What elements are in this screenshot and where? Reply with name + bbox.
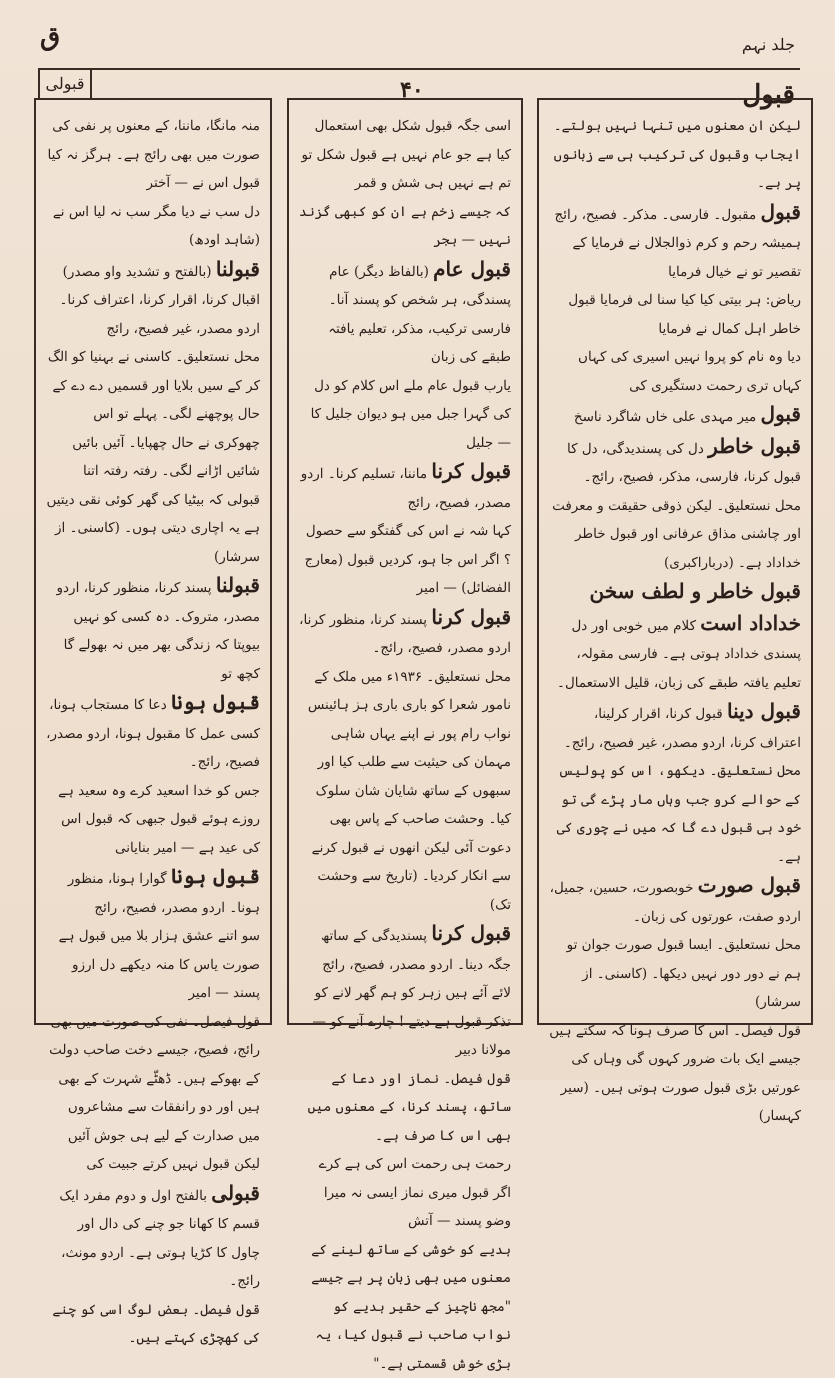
entry-text: کہا شہ نے اس کی گفتگو سے حصول ؟ اگر اس جا ہو، کردیں قبول (معارج الفضائل) — امیر: [305, 523, 511, 596]
entry-paragraph: [549, 871, 801, 931]
entry-paragraph: [549, 697, 801, 757]
header-left-word: قبولی: [38, 68, 92, 100]
entry-text: محل نستعلیق۔ ایسا قبول صورت جوان تو ہم نے دور دور نہیں دیکھا۔ (کاسنی۔ از سرشار): [567, 937, 801, 1010]
entry-paragraph: [299, 255, 511, 372]
entry-headword: قبول خاطر و لطف سخن خداداد است: [590, 579, 801, 635]
entry-text: محل نستعلیق۔ ۱۹۳۶ء میں ملک کے نامور شعرا کو باری باری ہز ہائینس نواب رام پور نے اپنے یہاں شاہی مہمان کی حیثیت سے طلب کیا اور سبھوں کے ساتھ شایان شان سلوک کیا۔ وحشت صاحب کے پاس بھی دعوت آئی لیکن انھوں نے قبول کرنے سے انکار کردیا۔ (تاریخ سے وحشت تک): [308, 669, 511, 913]
entry-paragraph: [46, 112, 260, 198]
entry-paragraph: [549, 198, 801, 230]
entry-text: محل نستعلیق۔ کاسنی نے بہنیا کو الگ کر کے سیں بلایا اور قسمیں دے دے کے حال پوچھنے لگی۔ پہلے تو اس چھوکری نے حال چھپایا۔ آئیں بائیں شائیں اڑانے لگی۔ رفتہ رفتہ اتنا قبولی کہ بیٹیا کی گھر کوئی نقی دیتیں ہے یہ اچاری دیتی ہوں۔ (کاسنی۔ از سرشار): [46, 349, 260, 565]
entry-paragraph: [549, 229, 801, 286]
entry-paragraph: [299, 979, 511, 1065]
entry-headword: قبولنا: [216, 257, 260, 281]
entry-paragraph: [549, 492, 801, 578]
entry-paragraph: [549, 112, 801, 198]
entry-paragraph: [46, 198, 260, 255]
entry-paragraph: [46, 1008, 260, 1179]
header-rule: [40, 68, 800, 70]
entry-paragraph: [46, 688, 260, 777]
entry-paragraph: [299, 663, 511, 920]
entry-headword: قبولی: [211, 1181, 260, 1205]
entry-headword: قبول دینا: [727, 699, 801, 723]
entry-text: ہدیے کو خوشی کے ساتھ لینے کے معنوں میں بھی زبان پر ہے جیسے "مجھ ناچیز کے حقیر ہدیے کو نواب صاحب نے قبول کیا، یہ بڑی خوش قسمتی ہے۔": [311, 1242, 511, 1372]
entry-paragraph: [549, 343, 801, 400]
entry-paragraph: [299, 457, 511, 517]
entry-text: پسند کرنا، منظور کرنا، اردو مصدر، فصیح، رائج۔: [299, 612, 511, 657]
entry-text: پسند کرنا، منظور کرنا، اردو مصدر، متروک۔ دہ کسی کو نہیں بیوپتا کہ زندگی بھر میں نہ بھولے گا کچھ تو: [57, 580, 260, 682]
header-title: جلد نہم: [742, 35, 795, 54]
entry-text: کلام میں خوبی اور دل پسندی خداداد ہوتی ہے۔ فارسی مقولہ، تعلیم یافتہ طبقے کی زبان، قلیل الاستعمال۔: [557, 618, 801, 691]
entry-text: دیا وہ نام کو پروا نہیں اسیری کی کہاں کہاں تری رحمت دستگیری کی: [578, 349, 801, 394]
header-letter: ق: [40, 22, 60, 52]
entry-paragraph: [549, 1017, 801, 1131]
entry-text: قول فیصل۔ بعض لوگ اسی کو چنے کی کھچڑی کہتے ہیں۔: [52, 1302, 260, 1347]
entry-headword: قبولنا: [216, 573, 260, 597]
entry-text: محل نستعلیق۔ دیکھو، اس کو پولیس کے حوالے کرو جب وہاں مار پڑے گی تو خود ہی قبول دے گا کہ میں نے چوری کی ہے۔: [557, 763, 801, 865]
entry-paragraph: [46, 1179, 260, 1296]
entry-text: منہ مانگا، ماننا، کے معنوں پر نفی کی صورت میں بھی رائج ہے۔ ہرگز نہ کیا قبول اس نے — آختر: [47, 118, 260, 191]
entry-paragraph: [549, 577, 801, 697]
entry-paragraph: [46, 862, 260, 922]
entry-text: دل سب نے دیا مگر سب نہ لیا اس نے (شاہد اودھ): [53, 204, 260, 249]
entry-text: گوارا ہونا، منظور ہونا۔ اردو مصدر، فصیح، رائج: [68, 871, 260, 916]
entry-headword: قبول صورت: [698, 873, 801, 897]
entry-text: میر مہدی علی خاں شاگرد ناسخ: [574, 409, 756, 425]
entry-text: ریاض: ہر بیتی کیا کیا سنا لی فرمایا قبول خاطر اہل کمال نے فرمایا: [568, 292, 801, 337]
entry-paragraph: [299, 372, 511, 458]
entry-text: قبول کرنا، اقرار کرلینا، اعتراف کرنا، اردو مصدر، غیر فصیح، رائج۔: [564, 706, 801, 751]
entry-paragraph: [299, 603, 511, 663]
entry-paragraph: [46, 777, 260, 863]
entry-paragraph: [46, 922, 260, 1008]
entry-text: دعا کا مستجاب ہونا، کسی عمل کا مقبول ہونا، اردو مصدر، فصیح، رائج۔: [46, 697, 260, 770]
entry-text: محل نستعلیق۔ لیکن ذوقی حقیقت و معرفت اور چاشنی مذاق عرفانی اور قبول خاطر خداداد ہے۔ (درباراکبری): [552, 498, 801, 571]
entry-text: (بالفاظ دیگر) عام پسندگی، ہر شخص کو پسند آنا۔ فارسی ترکیب، مذکر، تعلیم یافتہ طبقے کی زبان: [328, 264, 511, 366]
entry-paragraph: [46, 571, 260, 688]
entry-paragraph: [299, 517, 511, 603]
entry-text: ہمیشہ رحم و کرم ذوالجلال نے فرمایا کے تقصیر تو نے خیال فرمایا: [573, 235, 801, 280]
entry-paragraph: [549, 757, 801, 871]
entry-text: (بالفتح و تشدید واو مصدر) اقبال کرنا، اقرار کرنا، اعتراف کرنا۔ اردو مصدر، غیر فصیح، رائج: [59, 264, 260, 337]
entry-headword: قبول کرنا: [431, 921, 511, 945]
entry-paragraph: [46, 1296, 260, 1353]
entry-text: قول فیصل۔ نماز اور دعا کے ساتھ، پسند کرنا، کے معنوں میں بھی اس کا صرف ہے۔: [308, 1071, 511, 1144]
entry-paragraph: [299, 919, 511, 979]
entry-text: خوبصورت، حسین، جمیل، اردو صفت، عورتوں کی زبان۔: [550, 880, 801, 925]
entry-text: دل کی پسندیدگی، دل کا قبول کرنا، فارسی، مذکر، فصیح، رائج۔: [567, 441, 801, 486]
entry-text: رحمت ہی رحمت اس کی ہے کرے اگر قبول میری نماز ایسی نہ میرا وضو پسند — آتش: [319, 1156, 511, 1229]
entry-text: کہ جیسے زخم ہے ان کو کبھی گزند نہیں — ہجر: [299, 204, 511, 249]
entry-headword: قبول کرنا: [431, 605, 511, 629]
entry-text: یارب قبول عام ملے اس کلام کو دل کی گہرا جبل میں ہو دیوان جلیل کا — جلیل: [311, 378, 511, 451]
entry-headword: قبول کرنا: [431, 459, 511, 483]
header-right-word: قبول: [742, 80, 795, 110]
entry-paragraph: [549, 931, 801, 1017]
entry-paragraph: [549, 400, 801, 432]
entry-paragraph: [299, 112, 511, 198]
entry-text: جس کو خدا اسعید کرے وہ سعید ہے روزے ہوئے قبول جبھی کہ قبول اس کی عید ہے — امیر بنایانی: [58, 783, 260, 856]
page-number: ۴۰: [400, 77, 424, 103]
entry-paragraph: [46, 255, 260, 344]
entry-headword: قبول ہونا: [171, 690, 260, 714]
entry-text: ماننا، تسلیم کرنا۔ اردو مصدر، فصیح، رائج: [301, 466, 511, 511]
entry-headword: قبول: [761, 402, 801, 426]
entry-paragraph: [549, 432, 801, 492]
entry-headword: قبول خاطر: [708, 434, 801, 458]
entry-text: سو اتنے عشق ہزار بلا میں قبول ہے صورت یاس کا منہ دیکھے دل ارزو پسند — امیر: [59, 928, 260, 1001]
entry-headword: قبول ہونا: [171, 864, 260, 888]
entry-paragraph: [549, 286, 801, 343]
entry-text: پسندیدگی کے ساتھ جگہ دینا۔ اردو مصدر، فصیح، رائج: [321, 928, 511, 973]
column-middle: [287, 98, 523, 1025]
entry-text: بالفتح اول و دوم مفرد ایک قسم کا کھانا جو چنے کی دال اور چاول کا کڑیا ہوتی ہے۔ اردو مونث، رائج۔: [59, 1188, 260, 1290]
entry-headword: قبول: [761, 200, 801, 224]
entry-paragraph: [299, 1150, 511, 1236]
entry-paragraph: [299, 1236, 511, 1378]
entry-text: قول فیصل۔ اس کا صرف ہونا کہ سکتے ہیں جیسے ایک بات ضرور کہوں گی وہاں کی عورتیں بڑی قبول صورت ہوتی ہیں۔ (سیر کہسار): [549, 1023, 801, 1125]
entry-text: اسی جگہ قبول شکل بھی استعمال کیا ہے جو عام نہیں ہے قبول شکل تو تم ہے نہیں ہی شش و قمر: [302, 118, 511, 191]
entry-paragraph: [46, 343, 260, 571]
entry-text: قول فیصل۔ نفی کی صورت میں بھی رائج، فصیح، جیسے دخت صاحب دولت کے بھوکے ہیں۔ ڈھٹّے شہرت کے بھی ہیں اور دو رانفقات سے مشاعروں میں صدارت کے لیے ہی جوش آئیں لیکن قبول نہیں کرتے جبیت کی: [49, 1014, 260, 1173]
entry-headword: قبول عام: [433, 257, 511, 281]
entry-text: لیکن ان معنوں میں تنہا نہیں بولتے۔ ایجاب وقبول کی ترکیب ہی سے زبانوں پر ہے۔: [554, 118, 801, 191]
entry-text: مقبول۔ فارسی۔ مذکر۔ فصیح، رائج: [555, 207, 757, 223]
entry-paragraph: [299, 198, 511, 255]
column-left: [34, 98, 272, 1025]
column-right: [537, 98, 813, 1025]
entry-paragraph: [299, 1065, 511, 1151]
entry-text: لائے آئے ہیں زہر کو ہم گھر لانے کو تذکر قبول ہے دیتے ! چارے آنے کو — مولانا دبیر: [312, 985, 511, 1058]
